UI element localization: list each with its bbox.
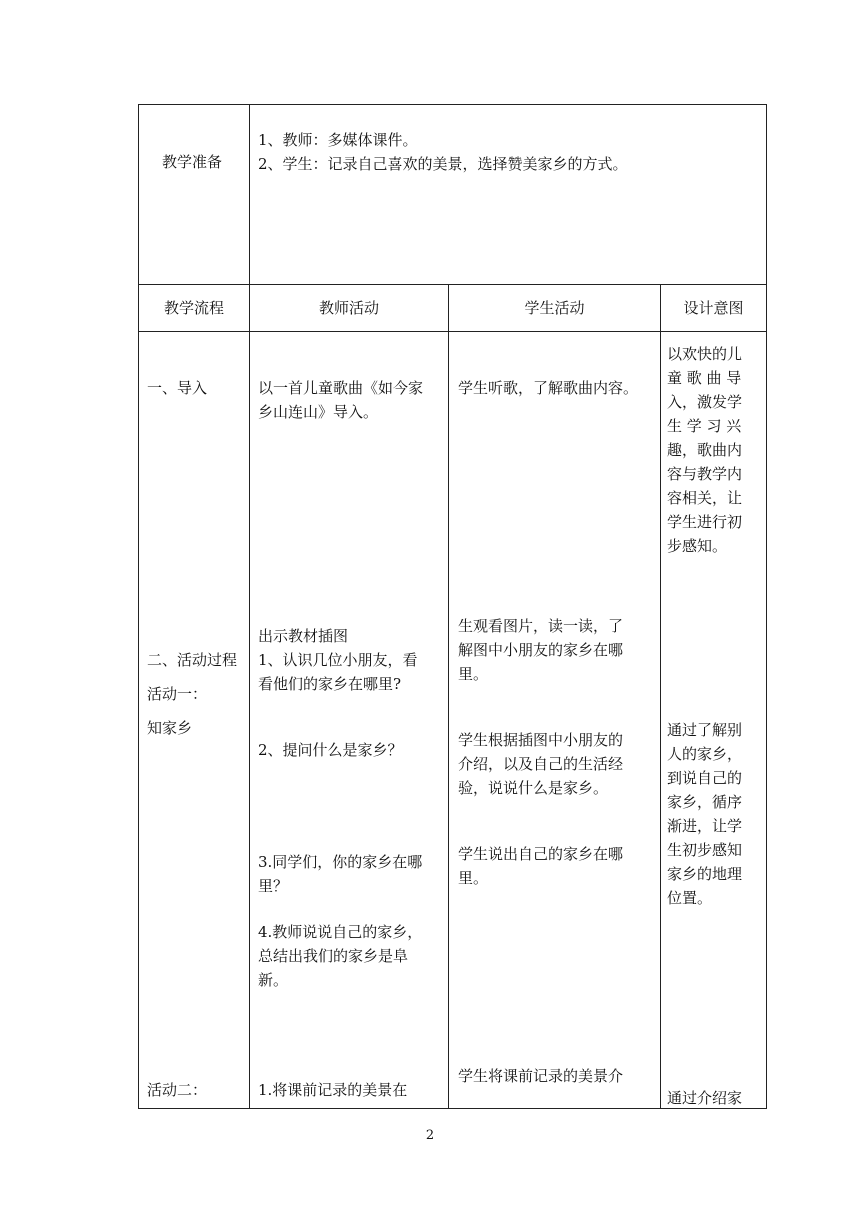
table-border-left (138, 104, 139, 1109)
table-border-row2 (138, 331, 767, 332)
activity1-student-line: 验，说说什么是家乡。 (458, 779, 609, 797)
header-design-intent: 设计意图 (683, 299, 744, 317)
activity2-teacher: 1.将课前记录的美景在 (258, 1081, 408, 1099)
activity1-design-line: 通过了解别 (667, 721, 743, 739)
activity1-flow-line: 活动一： (147, 685, 208, 703)
activity1-teacher-line: 1、认识几位小朋友，看 (258, 651, 418, 669)
activity1-student-line: 生观看图片，读一读，了 (458, 617, 624, 635)
intro-design-line: 入，激发学 (667, 393, 743, 411)
activity1-teacher-line: 出示教材插图 (258, 627, 349, 645)
header-student-activity: 学生活动 (524, 299, 585, 317)
page-number: 2 (425, 1128, 435, 1143)
activity1-teacher-line: 3.同学们，你的家乡在哪 (258, 853, 423, 871)
activity1-design-line: 位置。 (667, 889, 713, 907)
activity1-teacher-line: 里？ (258, 877, 289, 895)
intro-design-line: 生 学 习 兴 (667, 417, 742, 435)
intro-design-line: 以欢快的儿 (667, 345, 743, 363)
activity2-design: 通过介绍家 (667, 1089, 743, 1107)
activity1-student-line: 学生根据插图中小朋友的 (458, 731, 624, 749)
activity1-teacher-line: 新。 (258, 971, 289, 989)
activity1-teacher-line: 总结出我们的家乡是阜 (258, 947, 409, 965)
table-border-top (138, 104, 767, 105)
intro-design-line: 步感知。 (667, 537, 728, 555)
table-border-col1 (249, 104, 250, 1109)
header-teacher-activity: 教师活动 (318, 299, 379, 317)
table-border-col3 (660, 284, 661, 1109)
intro-flow: 一、导入 (147, 379, 208, 397)
prep-label: 教学准备 (162, 153, 223, 171)
table-border-right (766, 104, 767, 1109)
activity1-design-line: 到说自己的 (667, 769, 743, 787)
intro-design-line: 童 歌 曲 导 (667, 369, 742, 387)
intro-design-line: 容与教学内 (667, 465, 743, 483)
activity1-teacher-line: 看他们的家乡在哪里? (258, 675, 402, 693)
prep-line-1: 1、教师：多媒体课件。 (258, 131, 418, 149)
intro-design-line: 学生进行初 (667, 513, 743, 531)
activity1-teacher-line: 4.教师说说自己的家乡， (258, 923, 423, 941)
activity1-teacher-line: 2、提问什么是家乡？ (258, 741, 403, 759)
activity1-student-line: 里。 (458, 869, 489, 887)
prep-line-2: 2、学生：记录自己喜欢的美景，选择赞美家乡的方式。 (258, 155, 628, 173)
table-border-row1 (138, 284, 767, 285)
activity1-flow-line: 知家乡 (147, 719, 193, 737)
activity1-student-line: 解图中小朋友的家乡在哪 (458, 641, 624, 659)
activity1-student-line: 介绍，以及自己的生活经 (458, 755, 624, 773)
activity1-design-line: 渐进，让学 (667, 817, 743, 835)
activity1-design-line: 家乡的地理 (667, 865, 743, 883)
header-flow: 教学流程 (163, 299, 224, 317)
intro-teacher-line: 以一首儿童歌曲《如今家 (258, 379, 424, 397)
intro-student: 学生听歌，了解歌曲内容。 (458, 379, 639, 397)
table-border-col2 (448, 284, 449, 1109)
activity1-student-line: 学生说出自己的家乡在哪 (458, 845, 624, 863)
intro-design-line: 容相关，让 (667, 489, 743, 507)
activity2-student: 学生将课前记录的美景介 (458, 1067, 624, 1085)
activity2-flow: 活动二： (147, 1081, 208, 1099)
activity1-student-line: 里。 (458, 665, 489, 683)
activity1-design-line: 人的家乡， (667, 745, 743, 763)
activity1-design-line: 生初步感知 (667, 841, 743, 859)
intro-design-line: 趣，歌曲内 (667, 441, 743, 459)
intro-teacher-line: 乡山连山》导入。 (258, 403, 379, 421)
activity1-flow-line: 二、活动过程 (147, 651, 238, 669)
activity1-design-line: 家乡，循序 (667, 793, 743, 811)
